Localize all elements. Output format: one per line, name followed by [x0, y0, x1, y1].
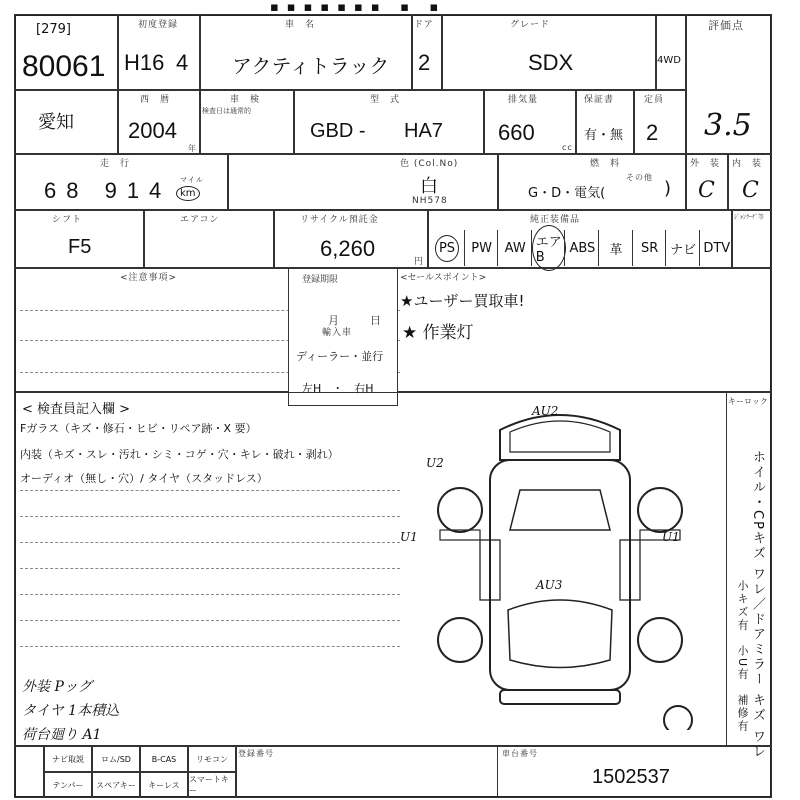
footer-item: リモコン [188, 746, 236, 772]
footer-item: ナビ取説 [44, 746, 92, 772]
warranty-value: 有・無 [584, 128, 624, 143]
lot-number: 80061 [22, 50, 106, 83]
warranty-label: 保証書 [584, 95, 615, 105]
score-label: 評価点 [708, 19, 744, 32]
displacement-unit: cc [562, 143, 573, 152]
equipment-item-label: PS [435, 235, 459, 262]
model-label: 車 名 [285, 20, 316, 30]
displacement-value: 660 [498, 120, 535, 145]
damage-mark-u1-right: U1 [662, 530, 680, 544]
first-reg-year: H16 [124, 50, 165, 75]
fuel-other: その他 [626, 173, 653, 182]
color-label: 色 (Col.No) [400, 159, 459, 169]
capacity-value: 2 [646, 120, 659, 145]
footer-item: ロム/SD [92, 746, 140, 772]
equipment-item [598, 230, 633, 266]
color-code: NH578 [412, 196, 448, 206]
grade-label: グレード [510, 20, 551, 30]
fuel-value: G・D・電気( [528, 186, 606, 201]
equipment-item [665, 230, 700, 266]
drive-cell [656, 14, 686, 90]
footer-item: B-CAS [140, 746, 188, 772]
equipment-item-label: PW [471, 240, 492, 256]
steering-choice: 左H ・ 右H [302, 382, 374, 395]
reg-number-cell [236, 746, 498, 798]
score-value: 3.5 [704, 108, 752, 143]
spare-wheel [664, 706, 692, 730]
import-label: 輸入車 [322, 328, 353, 338]
equipment-item-label: DTV [703, 240, 731, 256]
cab-roof [510, 490, 610, 530]
equipment-item-label: ナビ [670, 242, 697, 258]
recycle-unit: 円 [414, 257, 425, 267]
footer-side-label-cell [14, 746, 44, 798]
grade-value: SDX [528, 50, 574, 75]
inspector-line [20, 568, 400, 569]
wheel-rear-right [638, 488, 682, 532]
dealer-choice: ディーラー・並行 [296, 350, 384, 363]
type-prefix: GBD - [310, 120, 366, 142]
capacity-label: 定員 [644, 95, 665, 105]
inspector-line [20, 646, 400, 647]
keylock-label: キーロック [728, 397, 768, 406]
type-code: HA7 [404, 120, 443, 142]
displacement-label: 排気量 [508, 95, 539, 105]
equipment-item [464, 230, 499, 266]
equipment-item-label: SR [640, 240, 659, 256]
inspector-line [20, 620, 400, 621]
equipment-item [531, 230, 566, 266]
frame-number: 1502537 [592, 766, 670, 788]
year-value: 2004 [128, 118, 177, 143]
reg-number-label: 登録番号 [238, 749, 274, 758]
reg-month: 月 [328, 314, 340, 327]
footer-item: スペアキー [92, 772, 140, 798]
mileage-mile-unit: マイル [180, 176, 204, 184]
damage-mark-au2: AU2 [532, 404, 559, 418]
inspector-title: < 検査員記入欄 > [22, 402, 131, 417]
inspection-label: 車 検 [230, 95, 261, 105]
equipment-item-label: エアB [532, 225, 566, 271]
cab-body [490, 460, 630, 690]
inspector-line1: Fガラス（キズ・修石・ヒビ・リペア跡・X 要） [20, 422, 257, 435]
handwritten-note-3: 荷台廻り A1 [22, 727, 102, 743]
sales-point-1: ★ユーザー買取車! [400, 292, 525, 310]
shift-label: シフト [52, 215, 83, 225]
exterior-value: C [698, 178, 715, 203]
damage-legend-small: 小キズ有 小U有 補修有 [736, 580, 749, 734]
footer-item: キーレス [140, 772, 188, 798]
truck-bed-outline [500, 415, 620, 460]
wheel-rear-left [438, 488, 482, 532]
footer-item: スマートキー [188, 772, 236, 798]
damage-mark-au3: AU3 [536, 578, 563, 592]
wheel-front-left [438, 618, 482, 662]
equipment-item-label: 革 [609, 242, 623, 258]
reg-deadline-label: 登録期限 [302, 275, 339, 285]
equipment-item [564, 230, 599, 266]
inspector-line [20, 516, 400, 517]
damage-mark-u2: U2 [426, 456, 444, 470]
interior-label: 内 装 [732, 159, 763, 169]
year-label: 西 暦 [140, 95, 171, 105]
front-bumper [500, 690, 620, 704]
inspection-note: 検査日は通常的 [202, 107, 251, 115]
windshield [508, 600, 612, 668]
doors-label: ドア [414, 20, 434, 30]
type-label: 型 式 [370, 95, 401, 105]
interior-value: C [742, 178, 759, 203]
mileage-km-unit: km [176, 186, 200, 201]
equipment-item [497, 230, 532, 266]
inspector-line [20, 542, 400, 543]
sheet-title-fragment: ▪▪▪▪▪▪▪ ▪ ▪ [270, 0, 447, 15]
fuel-close-paren: ) [664, 178, 672, 199]
mileage-value: 68 914 [44, 178, 172, 203]
recycle-value: 6,260 [320, 236, 376, 261]
sales-point-2: ★ 作業灯 [402, 323, 474, 343]
inspector-line2: 内装（キズ・スレ・汚れ・シミ・コゲ・穴・キレ・破れ・剥れ） [20, 448, 339, 461]
drive-value: 4WD [657, 55, 681, 66]
year-unit: 年 [188, 144, 197, 153]
notes-label: <注意事項> [120, 273, 178, 283]
lot-bracket: [279] [36, 22, 71, 37]
aircon-label: エアコン [180, 215, 220, 225]
equipment-label: 純正装備品 [530, 215, 581, 225]
frame-number-label: 車台番号 [502, 749, 538, 758]
handwritten-note-1: 外装 Pッグ [22, 679, 92, 695]
footer-item: テンパー [44, 772, 92, 798]
reg-day: 日 [370, 314, 382, 327]
truck-bed-inner [510, 421, 610, 452]
shift-value: F5 [68, 236, 92, 258]
mileage-label: 走 行 [100, 159, 131, 169]
doors-value: 2 [418, 50, 431, 75]
damage-legend: ホイル・CPキズ ワレ／ドアミラー キズ ワレ [750, 450, 765, 760]
model-name: アクティトラック [232, 56, 390, 78]
tuner-label: ｼﾞｬﾝｸｰﾅﾞ等 [734, 214, 765, 221]
wheel-front-right [638, 618, 682, 662]
car-damage-diagram [420, 400, 700, 730]
first-reg-month: 4 [176, 50, 189, 75]
equipment-item [632, 230, 667, 266]
color-value: 白 [420, 176, 438, 196]
damage-mark-u1-left: U1 [400, 530, 418, 544]
exterior-label: 外 装 [690, 159, 721, 169]
inspector-line [20, 490, 400, 491]
equipment-item [699, 230, 734, 266]
equipment-item-label: AW [504, 240, 526, 256]
inspector-line3: オーディオ（無し・穴）/ タイヤ（スタッドレス） [20, 472, 268, 485]
equipment-item [430, 230, 464, 266]
equipment-item-label: ABS [569, 240, 596, 256]
sales-label: <セールスポイント> [400, 273, 487, 283]
region-value: 愛知 [38, 112, 74, 132]
handwritten-note-2: タイヤ 1本積込 [22, 703, 120, 719]
first-reg-label: 初度登録 [138, 20, 179, 30]
inspector-line [20, 594, 400, 595]
fuel-label: 燃 料 [590, 159, 621, 169]
recycle-label: リサイクル預託金 [300, 215, 379, 225]
